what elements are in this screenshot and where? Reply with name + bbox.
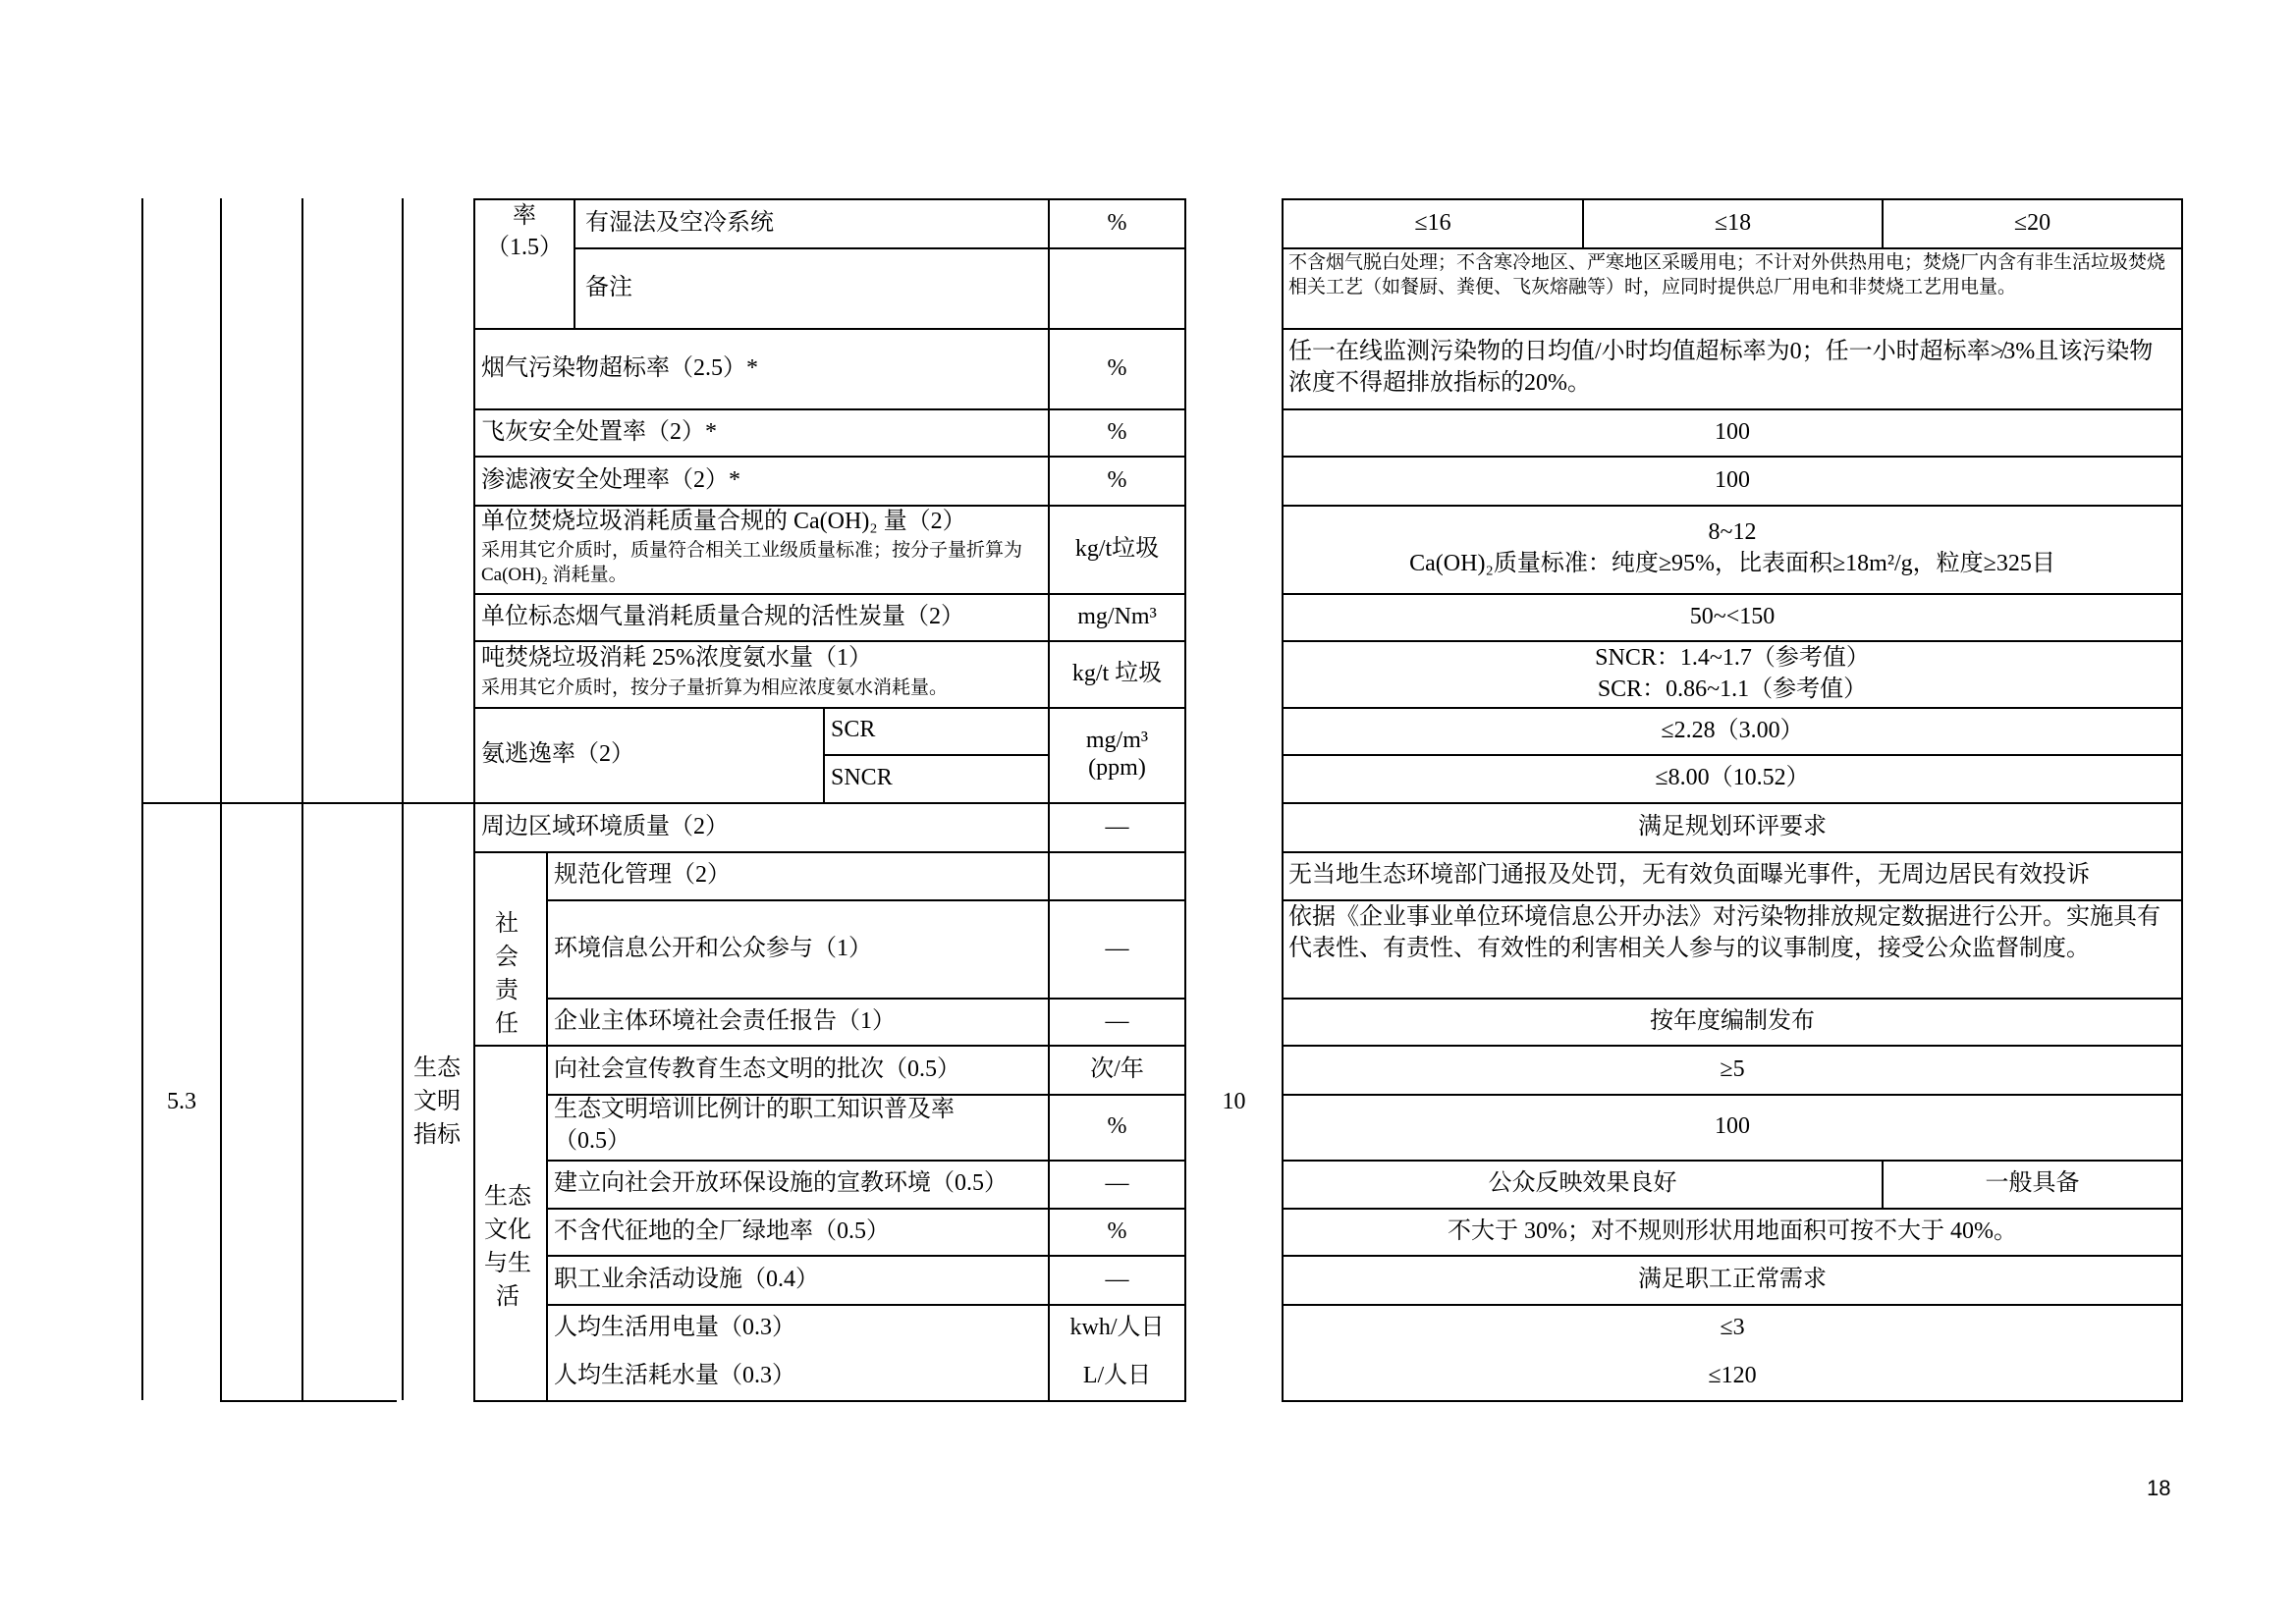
rate-weight: （1.5） xyxy=(486,235,563,260)
grid-line xyxy=(473,1400,1186,1402)
criterion-value: SCR：0.86~1.1（参考值） xyxy=(1597,676,1868,702)
criterion-text: 满足规划环评要求 xyxy=(1638,814,1827,839)
grid-line xyxy=(1282,1304,2183,1306)
grid-line xyxy=(141,802,1186,804)
grid-line xyxy=(1282,1160,2183,1162)
grid-line xyxy=(473,593,1186,595)
indicator-note: 采用其它介质时，按分子量折算为相应浓度氨水消耗量。 xyxy=(481,677,949,698)
indicator-name: 渗滤液安全处理率（2）* xyxy=(481,467,740,493)
page-number: 18 xyxy=(2147,1476,2171,1500)
indicator-name: 单位标态烟气量消耗质量合规的活性炭量（2） xyxy=(481,604,964,629)
indicator-unit: % xyxy=(1107,419,1127,445)
indicator-note: 采用其它介质时，质量符合相关工业级质量标准；按分子量折算为 Ca(OH)₂ 消耗量。 xyxy=(481,540,1023,585)
grid-line xyxy=(473,456,1186,458)
indicator-unit: — xyxy=(1105,1170,1129,1196)
indicator-name: 人均生活用电量（0.3） xyxy=(554,1315,795,1340)
grid-line xyxy=(1282,1208,2183,1210)
grid-line xyxy=(1282,198,2183,200)
criterion-level-2: ≤18 xyxy=(1714,210,1752,236)
grid-line xyxy=(823,754,1049,756)
indicator-unit: kg/t 垃圾 xyxy=(1071,661,1163,686)
indicator-unit: % xyxy=(1107,355,1127,381)
indicator-name-cont: （0.5） xyxy=(554,1128,630,1154)
criterion-value: SNCR：1.4~1.7（参考值） xyxy=(1595,645,1870,671)
indicator-name: 规范化管理（2） xyxy=(554,862,731,888)
grid-line xyxy=(1282,1094,2183,1096)
criterion-text: 无当地生态环境部门通报及处罚，无有效负面曝光事件，无周边居民有效投诉 xyxy=(1288,862,2090,888)
indicator-unit: kwh/人日 xyxy=(1069,1315,1165,1340)
grid-line xyxy=(473,851,1186,853)
grid-line xyxy=(574,198,575,328)
indicator-name: 不含代征地的全厂绿地率（0.5） xyxy=(554,1218,890,1244)
criterion-text: 满足职工正常需求 xyxy=(1638,1267,1827,1292)
indicator-sub-sncr: SNCR xyxy=(831,765,893,790)
indicator-unit: % xyxy=(1107,1113,1127,1139)
indicator-name: 氨逃逸率（2） xyxy=(481,741,634,767)
grid-line xyxy=(1282,593,2183,595)
grid-line xyxy=(301,198,303,1400)
criterion-level-3: ≤20 xyxy=(2013,210,2051,236)
indicator-name: 企业主体环境社会责任报告（1） xyxy=(554,1008,896,1034)
grid-line xyxy=(1282,1400,2183,1402)
indicator-name: 烟气污染物超标率（2.5）* xyxy=(481,355,758,381)
criterion-value: ≤2.28（3.00） xyxy=(1661,718,1804,743)
criterion-text: 不大于 30%；对不规则形状用地面积可按不大于 40%。 xyxy=(1448,1218,2017,1244)
criterion-level-1: ≤16 xyxy=(1414,210,1451,236)
grid-line xyxy=(1282,998,2183,1000)
indicator-unit: — xyxy=(1105,1008,1129,1034)
section-id: 5.3 xyxy=(167,1089,196,1114)
criterion-value: 8~12 xyxy=(1708,519,1757,545)
grid-line xyxy=(546,851,548,1400)
grid-line xyxy=(1282,851,2183,853)
eco-category: 生态文明指标 xyxy=(413,1055,461,1148)
indicator-name: 备注 xyxy=(585,275,632,300)
grid-line xyxy=(473,707,1186,709)
criterion-value: 50~<150 xyxy=(1689,604,1776,629)
grid-line xyxy=(473,1045,1186,1047)
indicator-unit: kg/t垃圾 xyxy=(1074,536,1160,562)
criterion-text: Ca(OH)₂质量标准：纯度≥95%，比表面积≥18m²/g，粒度≥325目 xyxy=(1409,551,2055,576)
grid-line xyxy=(1282,247,2183,249)
grid-line xyxy=(473,198,475,1400)
criterion-value: 100 xyxy=(1715,467,1750,493)
grid-line xyxy=(2181,198,2183,1400)
grid-line xyxy=(1282,328,2183,330)
criterion-value: 100 xyxy=(1715,419,1750,445)
criterion-value: ≥5 xyxy=(1720,1056,1745,1082)
criterion-remark: 不含烟气脱白处理；不含寒冷地区、严寒地区采暖用电；不计对外供热用电；焚烧厂内含有非生活垃圾焚烧相关工艺（如餐厨、粪便、飞灰熔融等）时，应同时提供总厂用电和非焚烧工艺用电量。 xyxy=(1288,252,2166,298)
indicator-name: 生态文明培训比例计的职工知识普及率 xyxy=(554,1097,955,1122)
criterion-text: 一般具备 xyxy=(1985,1170,2080,1196)
rate-label: 率 xyxy=(513,203,536,229)
indicator-name: 建立向社会开放环保设施的宣教环境（0.5） xyxy=(554,1170,1008,1196)
grid-line xyxy=(1184,198,1186,1400)
grid-line xyxy=(546,1160,1186,1162)
indicator-unit: % xyxy=(1107,467,1127,493)
grid-line xyxy=(1282,505,2183,507)
indicator-unit: mg/Nm³ xyxy=(1077,604,1157,629)
grid-line xyxy=(1282,1045,2183,1047)
grid-line xyxy=(473,328,1186,330)
grid-line xyxy=(546,899,1186,901)
grid-line xyxy=(546,998,1186,1000)
indicator-name: 职工业余活动设施（0.4） xyxy=(554,1267,819,1292)
grid-line xyxy=(220,1400,397,1402)
indicator-unit: — xyxy=(1105,936,1129,961)
indicator-name: 有湿法及空冷系统 xyxy=(585,210,774,236)
grid-line xyxy=(220,198,222,1400)
group-culture: 生态文化与生活 xyxy=(484,1184,531,1310)
group-social: 社会责任 xyxy=(495,911,519,1037)
criterion-text: 公众反映效果良好 xyxy=(1488,1170,1677,1196)
indicator-unit: % xyxy=(1107,1218,1127,1244)
grid-line xyxy=(1282,802,2183,804)
grid-line xyxy=(1282,707,2183,709)
grid-line xyxy=(1282,408,2183,410)
grid-line xyxy=(546,1208,1186,1210)
indicator-unit: L/人日 xyxy=(1082,1363,1152,1388)
criterion-value: 100 xyxy=(1715,1113,1750,1139)
criterion-value: ≤120 xyxy=(1708,1363,1757,1388)
indicator-unit: — xyxy=(1105,1267,1129,1292)
indicator-name: 吨焚烧垃圾消耗 25%浓度氨水量（1） xyxy=(481,645,872,671)
grid-line xyxy=(1282,1255,2183,1257)
indicator-sub-scr: SCR xyxy=(831,717,876,742)
grid-line xyxy=(546,1304,1186,1306)
grid-line xyxy=(473,408,1186,410)
grid-line xyxy=(141,198,143,1400)
indicator-name: 向社会宣传教育生态文明的批次（0.5） xyxy=(554,1056,960,1082)
indicator-name: 人均生活耗水量（0.3） xyxy=(554,1363,795,1388)
criterion-value: ≤3 xyxy=(1720,1315,1745,1340)
criterion-text: 依据《企业事业单位环境信息公开办法》对污染物排放规定数据进行公开。实施具有代表性、有责性、有效性的利害相关人参与的议事制度，接受公众监督制度。 xyxy=(1288,904,2160,961)
grid-line xyxy=(402,198,404,1400)
indicator-unit: (ppm) xyxy=(1088,755,1146,781)
indicator-unit: 次/年 xyxy=(1090,1056,1144,1082)
indicator-name: 环境信息公开和公众参与（1） xyxy=(554,936,872,961)
criterion-value: ≤8.00（10.52） xyxy=(1655,765,1810,790)
criterion-text: 任一在线监测污染物的日均值/小时均值超标率为0；任一小时超标率≯3%且该污染物浓度不得超排放指标的20%。 xyxy=(1288,339,2154,396)
criterion-text: 按年度编制发布 xyxy=(1650,1008,1815,1034)
indicator-unit: mg/m³ xyxy=(1085,728,1149,753)
grid-line xyxy=(1282,456,2183,458)
indicator-unit: % xyxy=(1107,210,1127,236)
grid-line xyxy=(546,1255,1186,1257)
grid-line xyxy=(473,198,1186,200)
indicator-name: 单位焚烧垃圾消耗质量合规的 Ca(OH)₂ 量（2） xyxy=(481,509,966,534)
grid-line xyxy=(574,247,1186,249)
weight-eco: 10 xyxy=(1222,1089,1246,1114)
grid-line xyxy=(1282,754,2183,756)
indicator-name: 飞灰安全处置率（2）* xyxy=(481,419,717,445)
indicator-unit: — xyxy=(1105,814,1129,839)
indicator-name: 周边区域环境质量（2） xyxy=(481,814,729,839)
